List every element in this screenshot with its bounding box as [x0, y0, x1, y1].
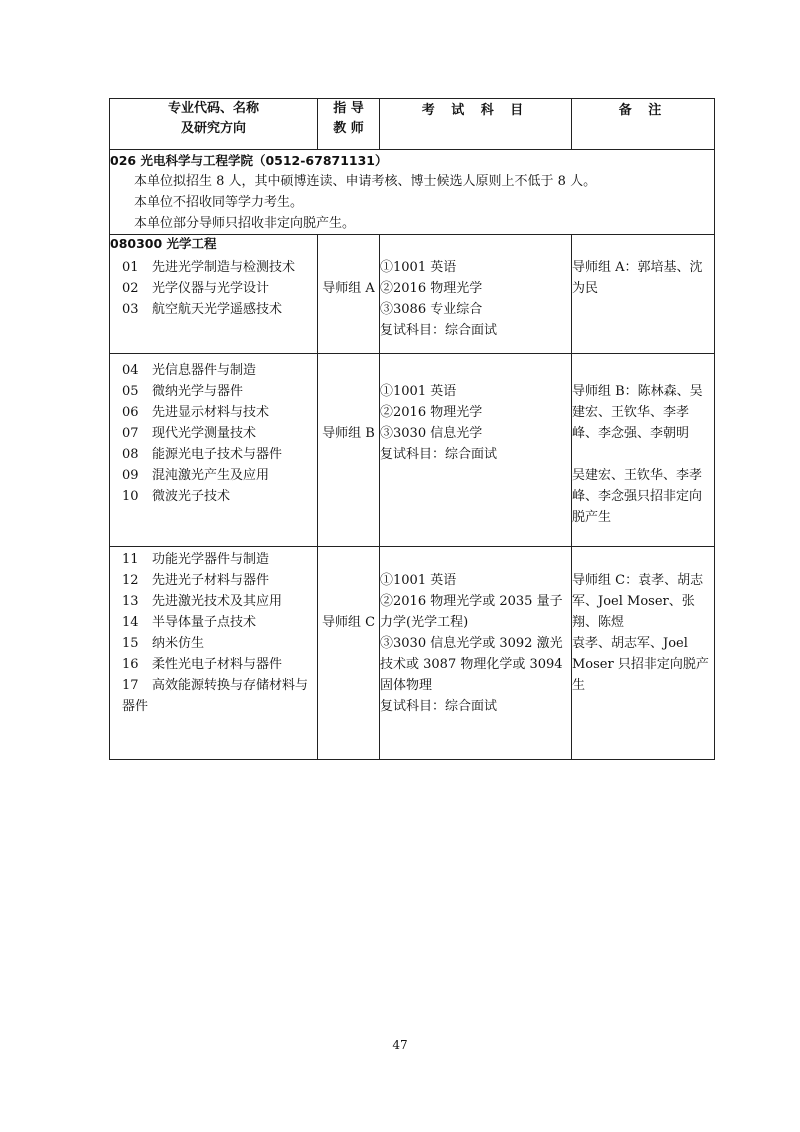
- exam-cell-c: [380, 547, 572, 760]
- header-advisor-line2: 教 师: [333, 121, 364, 136]
- direction-item: 07 现代光学测量技术: [122, 426, 257, 441]
- header-advisor-line1: 指 导: [333, 101, 364, 116]
- direction-item: 11 功能光学器件与制造: [122, 552, 270, 567]
- group-row-b: [110, 354, 715, 547]
- remark-text: 导师组 A：郭培基、沈为民: [572, 260, 703, 296]
- advisor-cell-a: [318, 235, 380, 354]
- direction-item: 06 先进显示材料与技术: [122, 405, 270, 420]
- exam-item: ③3030 信息光学: [380, 426, 483, 441]
- header-major-line2: 及研究方向: [180, 121, 246, 136]
- direction-item: 08 能源光电子技术与器件: [122, 447, 283, 462]
- exam-item: ②2016 物理光学: [380, 405, 483, 420]
- direction-item: 03 航空航天光学遥感技术: [122, 302, 283, 317]
- direction-item: 13 先进激光技术及其应用: [122, 594, 283, 609]
- directions-cell-a: [110, 235, 318, 354]
- direction-item: 15 纳米仿生: [122, 636, 205, 651]
- remark-cell-b: [572, 354, 715, 547]
- page-number: 47: [392, 1038, 408, 1052]
- institute-cell: [110, 150, 715, 235]
- direction-item: 10 微波光子技术: [122, 489, 231, 504]
- exam-item: ①1001 英语: [380, 260, 457, 275]
- remark-cell-a: [572, 235, 715, 354]
- institute-title: 026 光电科学与工程学院（0512-67871131）: [110, 153, 388, 168]
- remark-text: 导师组 B：陈林森、吴建宏、王钦华、李孝峰、李念强、李朝明: [572, 384, 703, 441]
- institute-note: 本单位部分导师只招收非定向脱产生。: [134, 216, 356, 231]
- exam-item: ①1001 英语: [380, 573, 457, 588]
- table-header-row: [110, 99, 715, 150]
- direction-item: 09 混沌激光产生及应用: [122, 468, 270, 483]
- exam-item: 复试科目：综合面试: [380, 323, 498, 338]
- direction-item: 04 光信息器件与制造: [122, 363, 257, 378]
- direction-item: 17 高效能源转换与存储材料与器件: [122, 678, 309, 714]
- advisor-group-label: 导师组 B: [322, 426, 375, 441]
- exam-item: ②2016 物理光学或 2035 量子力学(光学工程): [380, 594, 563, 630]
- group-row-a: [110, 235, 715, 354]
- exam-cell-b: [380, 354, 572, 547]
- header-advisor-col: [318, 99, 380, 150]
- directions-cell-b: [110, 354, 318, 547]
- direction-item: 14 半导体量子点技术: [122, 615, 257, 630]
- exam-item: ②2016 物理光学: [380, 281, 483, 296]
- header-exam-col: 考 试 科 目: [380, 99, 572, 150]
- exam-item: 复试科目：综合面试: [380, 699, 498, 714]
- header-major-line1: 专业代码、名称: [167, 101, 259, 116]
- group-row-c: [110, 547, 715, 760]
- institute-row: [110, 150, 715, 235]
- remark-cell-c: [572, 547, 715, 760]
- institute-note: 本单位不招收同等学力考生。: [134, 195, 304, 210]
- exam-cell-a: [380, 235, 572, 354]
- advisor-group-label: 导师组 C: [321, 615, 376, 630]
- admissions-table: [109, 98, 715, 760]
- header-major-col: [110, 99, 318, 150]
- header-remark-col: 备 注: [572, 99, 715, 150]
- direction-item: 05 微纳光学与器件: [122, 384, 244, 399]
- exam-item: ③3086 专业综合: [380, 302, 483, 317]
- exam-item: ③3030 信息光学或 3092 激光技术或 3087 物理化学或 3094 固体物理: [380, 636, 563, 693]
- direction-item: 12 先进光子材料与器件: [122, 573, 270, 588]
- remark-text: 吴建宏、王钦华、李孝峰、李念强只招非定向脱产生: [572, 468, 703, 525]
- advisor-cell-b: [318, 354, 380, 547]
- direction-item: 02 光学仪器与光学设计: [122, 281, 270, 296]
- remark-text: 袁孝、胡志军、Joel Moser 只招非定向脱产生: [572, 636, 709, 693]
- institute-note: 本单位拟招生 8 人，其中硕博连读、申请考核、博士候选人原则上不低于 8 人。: [134, 174, 597, 189]
- remark-text: 导师组 C：袁孝、胡志军、Joel Moser、张翔、陈煜: [572, 573, 704, 630]
- directions-cell-c: [110, 547, 318, 760]
- direction-item: 01 先进光学制造与检测技术: [122, 260, 296, 275]
- exam-item: ①1001 英语: [380, 384, 457, 399]
- advisor-group-label: 导师组 A: [322, 281, 375, 296]
- direction-item: 16 柔性光电子材料与器件: [122, 657, 283, 672]
- exam-item: 复试科目：综合面试: [380, 447, 498, 462]
- major-title: 080300 光学工程: [110, 236, 217, 251]
- advisor-cell-c: [318, 547, 380, 760]
